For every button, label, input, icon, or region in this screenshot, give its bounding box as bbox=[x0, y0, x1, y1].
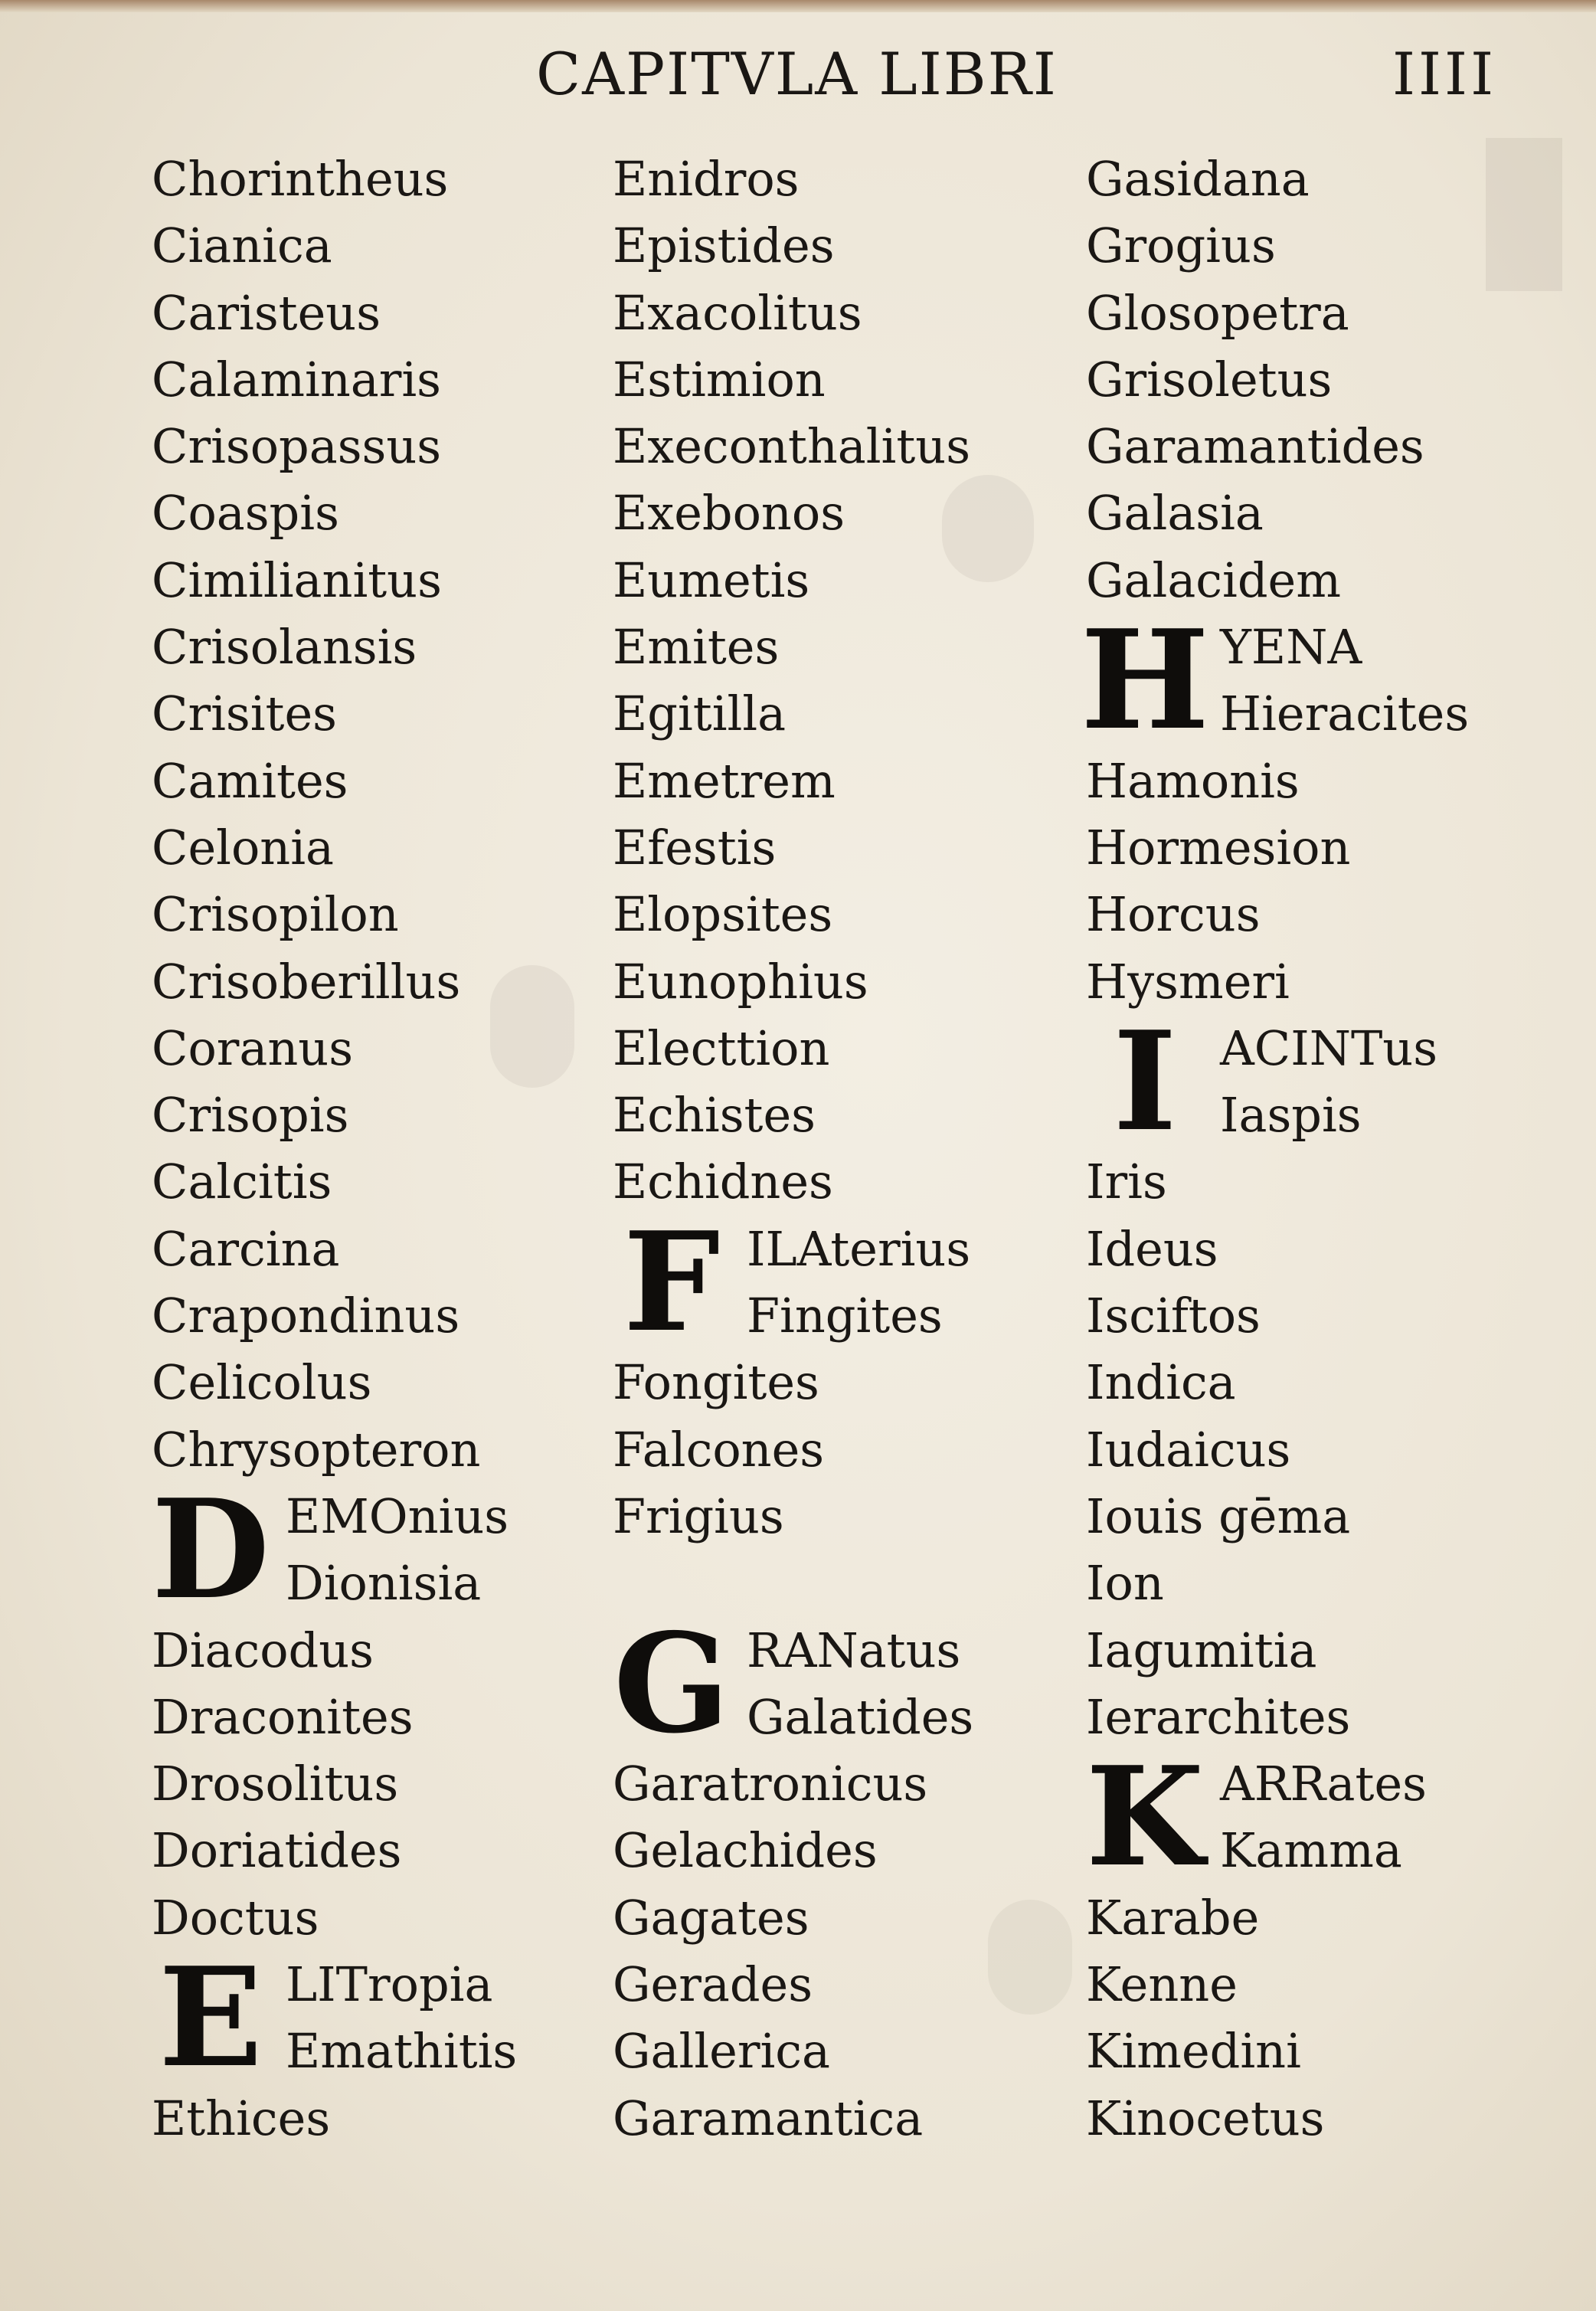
list-item: Gasidana bbox=[1086, 151, 1310, 207]
list-item: Ideus bbox=[1086, 1220, 1218, 1277]
list-item: Iaspis bbox=[1220, 1087, 1362, 1144]
entry-list bbox=[152, 146, 611, 1483]
list-item: Ethices bbox=[152, 2090, 331, 2146]
list-item: Eumetis bbox=[613, 552, 810, 608]
entry-list bbox=[613, 1349, 1072, 1550]
column-1 bbox=[152, 146, 611, 2152]
list-item: Epistides bbox=[613, 218, 835, 274]
initial-block-k bbox=[1085, 1737, 1545, 1897]
list-item: Chorintheus bbox=[152, 151, 449, 207]
list-item: Iudaicus bbox=[1086, 1421, 1291, 1478]
list-item: Isciftos bbox=[1086, 1288, 1261, 1344]
list-item: Garatronicus bbox=[613, 1756, 928, 1812]
entry-list bbox=[613, 146, 1072, 1216]
list-item: Emathitis bbox=[286, 2023, 518, 2080]
list-item: Dionisia bbox=[286, 1555, 482, 1612]
list-item: Frigius bbox=[613, 1488, 784, 1544]
list-item: Draconites bbox=[152, 1688, 414, 1745]
list-item: Fingites bbox=[747, 1288, 943, 1344]
list-item: Eunophius bbox=[613, 953, 868, 1010]
list-item: Emetrem bbox=[613, 752, 836, 809]
list-item: Gelachides bbox=[613, 1822, 878, 1879]
decorated-initial-f: F bbox=[623, 1201, 721, 1362]
entry-list bbox=[1086, 146, 1545, 614]
list-item: Garamantides bbox=[1086, 418, 1424, 475]
list-item: YENA bbox=[1220, 619, 1362, 676]
list-item: RANatus bbox=[747, 1622, 961, 1678]
entry-list bbox=[1086, 748, 1545, 1015]
initial-block-h bbox=[1080, 600, 1545, 761]
list-item: Gagates bbox=[613, 1889, 809, 1946]
list-item: Doctus bbox=[152, 1889, 319, 1946]
list-item: Coaspis bbox=[152, 485, 339, 542]
list-item: Echidnes bbox=[613, 1154, 833, 1210]
list-item: Hormesion bbox=[1086, 819, 1351, 876]
list-item: Crisites bbox=[152, 686, 337, 742]
list-item: LITropia bbox=[286, 1956, 493, 2013]
list-item: Glosopetra bbox=[1086, 284, 1349, 341]
list-item: Galatides bbox=[747, 1688, 974, 1745]
list-item: Fongites bbox=[613, 1354, 819, 1411]
list-item: Crisolansis bbox=[152, 619, 417, 676]
folio-number: IIII bbox=[1392, 40, 1497, 108]
decorated-initial-i: I bbox=[1113, 1000, 1177, 1161]
list-item: Iouis gēma bbox=[1086, 1488, 1351, 1544]
list-item: Exebonos bbox=[613, 485, 845, 542]
list-item: Crisopassus bbox=[152, 418, 442, 475]
list-item: Crapondinus bbox=[152, 1288, 460, 1344]
list-item: EMOnius bbox=[286, 1488, 509, 1544]
initial-block-g bbox=[613, 1602, 1072, 1763]
list-item: Gerades bbox=[613, 1956, 813, 2013]
list-item: Estimion bbox=[613, 351, 826, 408]
list-item: Iagumitia bbox=[1086, 1622, 1317, 1678]
decorated-initial-d: D bbox=[151, 1468, 270, 1629]
column-3 bbox=[1080, 146, 1545, 2152]
list-item: Kimedini bbox=[1086, 2023, 1301, 2080]
list-item: Cimilianitus bbox=[152, 552, 442, 608]
list-item: Echistes bbox=[613, 1087, 816, 1144]
list-item: Grogius bbox=[1086, 218, 1276, 274]
list-item: Ierarchites bbox=[1086, 1688, 1351, 1745]
list-item: Galacidem bbox=[1086, 552, 1342, 608]
list-item: Crisopis bbox=[152, 1087, 349, 1144]
list-item: Emites bbox=[613, 619, 780, 676]
list-item: Karabe bbox=[1086, 1889, 1260, 1946]
list-item: Elopsites bbox=[613, 886, 833, 943]
list-item: Hieracites bbox=[1220, 686, 1470, 742]
list-item: Exacolitus bbox=[613, 284, 862, 341]
list-item: Celicolus bbox=[152, 1354, 372, 1411]
list-item: Gallerica bbox=[613, 2023, 830, 2080]
list-item: Indica bbox=[1086, 1354, 1236, 1411]
list-item: Cianica bbox=[152, 218, 332, 274]
list-item: Enidros bbox=[613, 151, 800, 207]
decorated-initial-h: H bbox=[1080, 600, 1210, 761]
list-item: Kenne bbox=[1086, 1956, 1238, 2013]
list-item: Falcones bbox=[613, 1421, 825, 1478]
list-item: Horcus bbox=[1086, 886, 1261, 943]
list-item: ARRates bbox=[1220, 1756, 1427, 1812]
initial-block-e bbox=[152, 1937, 611, 2098]
list-item: Hysmeri bbox=[1086, 953, 1290, 1010]
list-item: Grisoletus bbox=[1086, 351, 1333, 408]
decorated-initial-k: K bbox=[1085, 1737, 1205, 1897]
decorated-initial-g: G bbox=[613, 1602, 730, 1763]
entry-list bbox=[1086, 1884, 1545, 2152]
list-item: Diacodus bbox=[152, 1622, 374, 1678]
list-item: Garamantica bbox=[613, 2090, 924, 2146]
initial-block-f bbox=[613, 1201, 1072, 1362]
list-item: Caristeus bbox=[152, 284, 381, 341]
list-item: Kinocetus bbox=[1086, 2090, 1325, 2146]
initial-block-i bbox=[1086, 1000, 1545, 1161]
list-item: Camites bbox=[152, 752, 348, 809]
list-item: Doriatides bbox=[152, 1822, 402, 1879]
list-item: Coranus bbox=[152, 1020, 354, 1076]
list-item: Carcina bbox=[152, 1220, 340, 1277]
list-item: Ion bbox=[1086, 1555, 1164, 1612]
list-item: Crisopilon bbox=[152, 886, 399, 943]
list-item: Iris bbox=[1086, 1154, 1167, 1210]
list-item: Efestis bbox=[613, 819, 777, 876]
list-item: Celonia bbox=[152, 819, 335, 876]
entry-list bbox=[613, 1750, 1072, 2152]
list-item: Drosolitus bbox=[152, 1756, 399, 1812]
entry-list bbox=[1086, 1148, 1545, 1750]
list-item: Calcitis bbox=[152, 1154, 332, 1210]
list-item: Electtion bbox=[613, 1020, 830, 1076]
list-item: Chrysopteron bbox=[152, 1421, 481, 1478]
list-item: Calaminaris bbox=[152, 351, 441, 408]
list-item: Egitilla bbox=[613, 686, 787, 742]
column-2 bbox=[613, 146, 1072, 2152]
list-item: ACINTus bbox=[1220, 1020, 1438, 1076]
initial-block-d bbox=[151, 1468, 611, 1629]
list-item: Galasia bbox=[1086, 485, 1264, 542]
list-item: Kamma bbox=[1220, 1822, 1402, 1879]
list-item: Hamonis bbox=[1086, 752, 1300, 809]
list-item: Crisoberillus bbox=[152, 953, 461, 1010]
running-header: CAPITVLA LIBRI bbox=[536, 40, 1058, 108]
decorated-initial-e: E bbox=[159, 1937, 263, 2098]
list-item: Execonthalitus bbox=[613, 418, 971, 475]
page-top-edge bbox=[0, 0, 1596, 12]
list-item: ILAterius bbox=[747, 1220, 971, 1277]
entry-list bbox=[152, 1617, 611, 1951]
